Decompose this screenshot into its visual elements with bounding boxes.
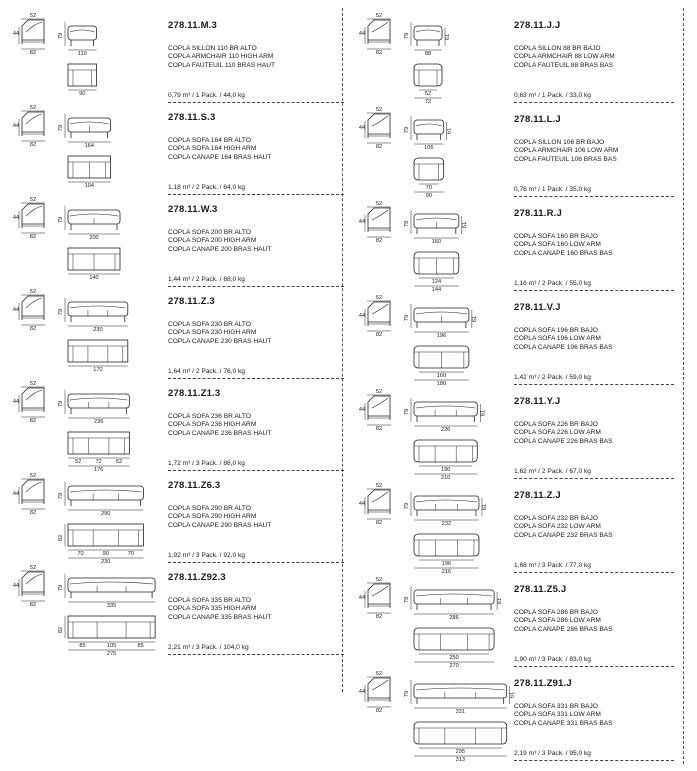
- front-view-drawing: [68, 394, 129, 414]
- side-view-drawing: [368, 114, 390, 138]
- dimension-drawing: [354, 572, 514, 669]
- description-line: COPLA SILLON 106 BR BAJO: [514, 139, 605, 146]
- left-product-entry: [8, 560, 338, 657]
- side-depth-label: 82: [375, 708, 383, 714]
- product-code: 278.11.Y.J: [514, 396, 561, 407]
- side-width-label: 52: [29, 13, 37, 19]
- front-view-drawing: [68, 578, 155, 598]
- package-info: 0,76 m³ / 1 Pack. / 35,0 kg: [514, 186, 591, 193]
- description-line: COPLA CANAPE 226 BRAS BAS: [514, 437, 613, 445]
- side-width-label: 52: [375, 389, 383, 395]
- package-info: 1,72 m³ / 3 Pack. / 86,0 kg: [168, 460, 245, 467]
- left-product-entry: [8, 192, 338, 284]
- right-product-entry: [354, 196, 684, 293]
- dimension-drawing: [8, 284, 168, 376]
- side-width-label: 52: [375, 483, 383, 489]
- side-view-drawing: [368, 678, 390, 702]
- side-height-label: 44: [12, 583, 20, 589]
- arm-height-label: 61: [446, 127, 453, 135]
- left-product-entry: [8, 8, 338, 100]
- dimension-drawing: [354, 102, 514, 199]
- package-info: 1,18 m³ / 2 Pack. / 64,0 kg: [168, 184, 245, 191]
- product-code: 278.11.Z1.3: [168, 388, 221, 399]
- side-height-label: 44: [12, 123, 20, 129]
- description-line: COPLA CANAPE 236 BRAS HAUT: [168, 429, 272, 437]
- description-line: COPLA SOFA 290 HIGH ARM: [168, 513, 257, 521]
- description-line: COPLA SOFA 226 LOW ARM: [514, 429, 601, 437]
- side-view-drawing: [368, 584, 390, 608]
- front-width-label: 106: [424, 145, 434, 151]
- height-label: 79: [404, 408, 410, 416]
- product-description: [514, 703, 613, 728]
- side-height-label: 44: [358, 595, 366, 601]
- product-code: 278.11.W.3: [168, 204, 218, 215]
- front-width-label: 196: [436, 333, 447, 339]
- product-description: [168, 505, 271, 530]
- inner-width-label: 52: [424, 91, 432, 97]
- side-view-drawing: [22, 112, 44, 136]
- product-description: [514, 609, 613, 634]
- left-product-entry: [8, 468, 338, 565]
- plan-depth-label: 230: [101, 559, 111, 565]
- side-depth-label: 82: [29, 602, 37, 608]
- package-info: 1,42 m³ / 2 Pack. / 59,0 kg: [514, 374, 591, 381]
- product-description: [514, 515, 613, 540]
- height-label: 79: [404, 596, 410, 604]
- side-width-label: 52: [375, 13, 383, 19]
- plan-depth-label: 313: [455, 757, 466, 763]
- inner-width-label: 295: [455, 749, 466, 755]
- side-width-label: 52: [375, 295, 383, 301]
- dimension-drawing: [354, 666, 516, 763]
- height-label: 79: [404, 314, 410, 322]
- description-line: COPLA SOFA 290 BR ALTO: [168, 505, 251, 512]
- side-depth-label: 82: [375, 520, 383, 526]
- front-width-label: 232: [441, 521, 452, 527]
- side-height-label: 44: [12, 31, 20, 37]
- height-label: 79: [58, 32, 64, 40]
- front-view-drawing: [68, 118, 111, 138]
- package-info: 1,44 m³ / 2 Pack. / 68,0 kg: [168, 276, 245, 283]
- description-line: COPLA CANAPE 160 BRAS BAS: [514, 249, 613, 257]
- description-line: COPLA CANAPE 200 BRAS HAUT: [168, 245, 272, 253]
- front-width-label: 226: [440, 427, 451, 433]
- description-line: COPLA CANAPE 335 BRAS HAUT: [168, 613, 272, 621]
- inner-width-label: 250: [449, 655, 459, 661]
- side-depth-label: 82: [29, 510, 37, 516]
- front-view-drawing: [414, 120, 444, 140]
- side-width-label: 52: [29, 381, 37, 387]
- side-view-drawing: [22, 20, 44, 44]
- front-view-drawing: [414, 214, 459, 234]
- left-product-entry: [8, 376, 338, 473]
- plan-view-drawing: [414, 722, 507, 744]
- side-width-label: 52: [375, 671, 383, 677]
- front-view-drawing: [68, 302, 128, 322]
- plan-depth-label: 176: [94, 467, 104, 473]
- side-height-label: 44: [358, 31, 366, 37]
- description-line: COPLA CANAPE 331 BRAS BAS: [514, 719, 613, 727]
- side-height-label: 44: [12, 307, 20, 313]
- plan-depth-label: 210: [440, 475, 451, 481]
- plan-depth-label: 275: [106, 651, 117, 657]
- description-line: COPLA CANAPE 290 BRAS HAUT: [168, 521, 272, 529]
- description-line: COPLA SILLON 110 BR ALTO: [168, 45, 257, 52]
- arm-height-label: 61: [481, 503, 488, 511]
- product-description: [168, 597, 271, 622]
- plan-segment-label: 105: [106, 643, 117, 649]
- right-product-entry: [354, 8, 684, 105]
- plan-segment-label: 85: [137, 643, 144, 649]
- plan-segment-label: 52: [75, 459, 82, 465]
- dimension-drawing: [8, 376, 168, 473]
- plan-view-drawing: [414, 252, 459, 274]
- product-description: [168, 137, 271, 162]
- plan-view-drawing: [414, 346, 469, 368]
- entry-separator: [168, 654, 344, 655]
- side-height-label: 44: [358, 407, 366, 413]
- front-view-drawing: [414, 26, 442, 46]
- side-width-label: 52: [375, 577, 383, 583]
- right-product-entry: [354, 666, 684, 763]
- plan-view-drawing: [68, 248, 120, 270]
- side-view-drawing: [22, 204, 44, 228]
- inner-width-label: 190: [440, 467, 451, 473]
- plan-segment-label: 90: [102, 551, 109, 557]
- side-view-drawing: [368, 302, 390, 326]
- inner-width-label: 160: [436, 373, 447, 379]
- package-info: 0,63 m³ / 1 Pack. / 33,0 kg: [514, 92, 591, 99]
- arm-height-label: 61: [509, 691, 516, 699]
- description-line: COPLA SOFA 286 LOW ARM: [514, 617, 601, 625]
- arm-height-label: 61: [461, 221, 468, 229]
- plan-view-drawing: [68, 616, 155, 638]
- plan-view-drawing: [68, 64, 97, 86]
- dimension-drawing: [8, 468, 168, 565]
- side-view-drawing: [22, 388, 44, 412]
- inner-width-label: 124: [431, 279, 442, 285]
- arm-height-label: 61: [480, 409, 487, 417]
- plan-segment-label: 70: [127, 551, 134, 557]
- front-view-drawing: [414, 308, 469, 328]
- description-line: COPLA ARMCHAIR 106 LOW ARM: [514, 147, 619, 155]
- side-view-drawing: [22, 296, 44, 320]
- inner-width-label: 70: [425, 185, 432, 191]
- dimension-drawing: [8, 100, 168, 192]
- front-width-label: 160: [431, 239, 442, 245]
- description-line: COPLA CANAPE 230 BRAS HAUT: [168, 337, 272, 345]
- product-code: 278.11.S.3: [168, 112, 216, 123]
- entry-separator: [514, 760, 674, 761]
- front-view-drawing: [68, 26, 97, 46]
- side-width-label: 52: [29, 473, 37, 479]
- product-description: [514, 139, 618, 164]
- plan-segment-label: 52: [116, 459, 123, 465]
- inner-width-label: 196: [441, 561, 452, 567]
- plan-segment-label: 70: [77, 551, 84, 557]
- side-height-label: 44: [12, 491, 20, 497]
- side-height-label: 44: [358, 501, 366, 507]
- product-description: [168, 413, 271, 438]
- side-view-drawing: [368, 396, 390, 420]
- product-code: 278.11.J.J: [514, 20, 561, 31]
- front-view-drawing: [68, 486, 143, 506]
- product-code: 278.11.Z.J: [514, 490, 561, 501]
- plan-depth-label: 90: [425, 193, 432, 199]
- package-info: 1,16 m³ / 2 Pack. / 55,0 kg: [514, 280, 591, 287]
- left-product-entry: [8, 100, 338, 192]
- description-line: COPLA SOFA 331 LOW ARM: [514, 711, 601, 719]
- plan-depth-label: 216: [441, 569, 452, 575]
- side-depth-label: 82: [375, 332, 383, 338]
- dimension-drawing: [354, 8, 514, 105]
- left-product-entry: [8, 284, 338, 376]
- dimension-drawing: [354, 478, 514, 575]
- plan-view-drawing: [414, 628, 494, 650]
- side-depth-label: 82: [375, 614, 383, 620]
- height-label: 79: [58, 492, 64, 500]
- arm-height-label: 61: [445, 33, 451, 41]
- package-info: 1,68 m³ / 3 Pack. / 77,0 kg: [514, 562, 591, 569]
- description-line: COPLA SOFA 335 HIGH ARM: [168, 605, 257, 613]
- product-description: [168, 45, 275, 70]
- height-label: 79: [58, 584, 64, 592]
- side-depth-label: 82: [29, 418, 37, 424]
- description-line: COPLA SOFA 230 BR ALTO: [168, 321, 251, 328]
- height-label: 79: [404, 126, 410, 134]
- description-line: COPLA SOFA 200 HIGH ARM: [168, 237, 257, 245]
- right-product-entry: [354, 384, 684, 481]
- side-depth-label: 82: [375, 238, 383, 244]
- plan-view-drawing: [68, 524, 143, 546]
- front-view-drawing: [68, 210, 120, 230]
- front-width-label: 230: [93, 327, 103, 333]
- description-line: COPLA SOFA 160 BR BAJO: [514, 233, 598, 240]
- side-depth-label: 82: [375, 144, 383, 150]
- front-width-label: 88: [424, 51, 432, 57]
- dimension-drawing: [354, 384, 514, 481]
- description-line: COPLA SOFA 164 BR ALTO: [168, 137, 251, 144]
- dimension-drawing: [354, 290, 514, 387]
- product-code: 278.11.Z92.3: [168, 572, 226, 583]
- plan-depth-label: 270: [449, 663, 459, 669]
- side-width-label: 52: [375, 201, 383, 207]
- plan-view-drawing: [414, 534, 479, 556]
- product-code: 278.11.R.J: [514, 208, 562, 219]
- product-code: 278.11.V.J: [514, 302, 561, 313]
- side-depth-label: 82: [29, 234, 37, 240]
- plan-view-drawing: [68, 340, 128, 362]
- plan-depth-label: 90: [79, 91, 86, 97]
- side-depth-label: 82: [29, 50, 37, 56]
- description-line: COPLA SOFA 236 HIGH ARM: [168, 421, 257, 429]
- package-info: 1,90 m³ / 3 Pack. / 83,0 kg: [514, 656, 591, 663]
- product-code: 278.11.Z91.J: [514, 678, 572, 689]
- product-description: [514, 327, 613, 352]
- product-description: [168, 229, 271, 254]
- plan-depth-label: 72: [424, 99, 432, 105]
- description-line: COPLA ARMCHAIR 110 HIGH ARM: [168, 53, 274, 61]
- right-product-entry: [354, 102, 684, 199]
- front-view-drawing: [414, 496, 479, 516]
- description-line: COPLA SOFA 226 BR BAJO: [514, 421, 598, 428]
- front-width-label: 164: [84, 143, 94, 149]
- height-label: 79: [58, 308, 64, 316]
- package-info: 0,79 m³ / 1 Pack. / 44,0 kg: [168, 92, 245, 99]
- package-info: 2,21 m³ / 3 Pack. / 104,0 kg: [168, 644, 249, 651]
- description-line: COPLA SOFA 164 HIGH ARM: [168, 145, 257, 153]
- description-line: COPLA SOFA 335 BR ALTO: [168, 597, 251, 604]
- plan-view-drawing: [68, 432, 129, 454]
- right-product-entry: [354, 290, 684, 387]
- plan-view-drawing: [414, 440, 477, 462]
- front-width-label: 110: [77, 51, 87, 57]
- description-line: COPLA SOFA 236 BR ALTO: [168, 413, 251, 420]
- side-width-label: 52: [29, 289, 37, 295]
- product-description: [514, 421, 613, 446]
- package-info: 1,62 m³ / 2 Pack. / 67,0 kg: [514, 468, 591, 475]
- description-line: COPLA CANAPE 164 BRAS HAUT: [168, 153, 272, 161]
- description-line: COPLA SOFA 232 BR BAJO: [514, 515, 598, 522]
- height-label: 79: [404, 220, 410, 228]
- description-line: COPLA CANAPE 286 BRAS BAS: [514, 625, 613, 633]
- plan-segment-label: 72: [95, 459, 102, 465]
- description-line: COPLA CANAPE 196 BRAS BAS: [514, 343, 613, 351]
- height-label: 79: [58, 216, 64, 224]
- product-code: 278.11.M.3: [168, 20, 218, 31]
- description-line: COPLA FAUTEUIL 88 BRAS BAS: [514, 61, 614, 69]
- description-line: COPLA SOFA 232 LOW ARM: [514, 523, 601, 531]
- front-view-drawing: [414, 402, 477, 422]
- arm-height-label: 61: [471, 315, 478, 323]
- plan-depth-label: 144: [431, 287, 442, 293]
- side-depth-label: 82: [29, 326, 37, 332]
- description-line: COPLA SOFA 230 HIGH ARM: [168, 329, 257, 337]
- plan-depth-label: 104: [84, 183, 94, 189]
- side-view-drawing: [22, 572, 44, 596]
- column-divider: [342, 8, 343, 692]
- product-code: 278.11.Z.3: [168, 296, 215, 307]
- description-line: COPLA CANAPE 232 BRAS BAS: [514, 531, 613, 539]
- plan-segment-label: 85: [79, 643, 86, 649]
- side-height-label: 44: [12, 399, 20, 405]
- product-description: [514, 45, 615, 70]
- side-depth-label: 82: [375, 50, 383, 56]
- height-label: 79: [404, 690, 410, 698]
- product-code: 278.11.L.J: [514, 114, 561, 125]
- plan-height-label: 82: [58, 534, 64, 542]
- side-view-drawing: [368, 208, 390, 232]
- side-height-label: 44: [358, 219, 366, 225]
- description-line: COPLA SOFA 200 BR ALTO: [168, 229, 251, 236]
- side-depth-label: 82: [29, 142, 37, 148]
- side-depth-label: 82: [375, 426, 383, 432]
- description-line: COPLA SILLON 88 BR BAJO: [514, 45, 601, 52]
- description-line: COPLA SOFA 331 BR BAJO: [514, 703, 598, 710]
- package-info: 1,64 m³ / 2 Pack. / 76,0 kg: [168, 368, 245, 375]
- side-height-label: 44: [358, 689, 366, 695]
- front-view-drawing: [414, 590, 494, 610]
- side-width-label: 52: [29, 197, 37, 203]
- height-label: 79: [58, 400, 64, 408]
- plan-view-drawing: [414, 158, 444, 180]
- plan-depth-label: 180: [436, 381, 447, 387]
- height-label: 79: [404, 32, 410, 40]
- product-description: [168, 321, 271, 346]
- side-width-label: 52: [29, 565, 37, 571]
- plan-depth-label: 140: [89, 275, 99, 281]
- height-label: 79: [404, 502, 410, 510]
- plan-depth-label: 170: [93, 367, 103, 373]
- front-view-drawing: [414, 684, 507, 704]
- side-width-label: 52: [29, 105, 37, 111]
- front-width-label: 236: [94, 419, 104, 425]
- product-code: 278.11.Z6.3: [168, 480, 221, 491]
- side-view-drawing: [22, 480, 44, 504]
- front-width-label: 200: [89, 235, 99, 241]
- side-view-drawing: [368, 490, 390, 514]
- arm-height-label: 61: [497, 597, 504, 605]
- side-height-label: 44: [12, 215, 20, 221]
- package-info: 1,92 m³ / 3 Pack. / 92,0 kg: [168, 552, 245, 559]
- dimension-drawing: [354, 196, 514, 293]
- side-view-drawing: [368, 20, 390, 44]
- description-line: COPLA SOFA 286 BR BAJO: [514, 609, 598, 616]
- package-info: 2,19 m³ / 3 Pack. / 95,0 kg: [514, 750, 591, 757]
- front-width-label: 335: [106, 603, 117, 609]
- front-width-label: 331: [455, 709, 466, 715]
- height-label: 79: [58, 124, 64, 132]
- description-line: COPLA FAUTEUIL 110 BRAS HAUT: [168, 61, 275, 69]
- product-code: 278.11.Z5.J: [514, 584, 567, 595]
- dimension-drawing: [8, 192, 168, 284]
- right-product-entry: [354, 572, 684, 669]
- plan-view-drawing: [68, 156, 111, 178]
- description-line: COPLA SOFA 160 LOW ARM: [514, 241, 601, 249]
- plan-view-drawing: [414, 64, 442, 86]
- plan-height-label: 82: [58, 626, 64, 634]
- description-line: COPLA SOFA 196 BR BAJO: [514, 327, 598, 334]
- front-width-label: 286: [449, 615, 459, 621]
- side-width-label: 52: [375, 107, 383, 113]
- product-description: [514, 233, 613, 258]
- front-width-label: 290: [101, 511, 111, 517]
- dimension-drawing: [8, 560, 168, 657]
- side-height-label: 44: [358, 125, 366, 131]
- description-line: COPLA SOFA 196 LOW ARM: [514, 335, 601, 343]
- description-line: COPLA FAUTEUIL 106 BRAS BAS: [514, 155, 617, 163]
- dimension-drawing: [8, 8, 168, 100]
- right-product-entry: [354, 478, 684, 575]
- description-line: COPLA ARMCHAIR 88 LOW ARM: [514, 53, 615, 61]
- side-height-label: 44: [358, 313, 366, 319]
